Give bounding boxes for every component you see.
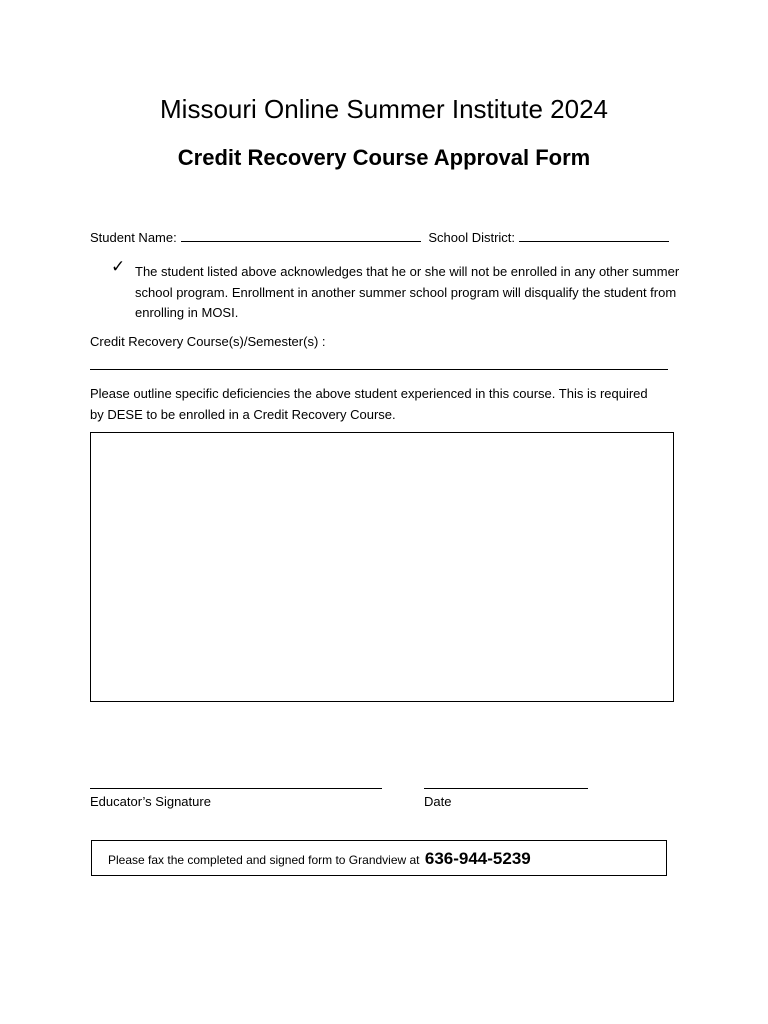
form-subtitle: Credit Recovery Course Approval Form	[177, 145, 591, 170]
fax-number: 636-944-5239	[424, 849, 531, 868]
educator-signature-field[interactable]	[90, 788, 382, 789]
course-semester-field[interactable]	[90, 369, 668, 370]
student-name-field[interactable]	[181, 229, 421, 242]
fax-instructions-text: Please fax the completed and signed form to Grandview at	[108, 853, 420, 867]
fax-instructions	[108, 849, 531, 869]
educator-signature-label: Educator’s Signature	[90, 794, 211, 809]
deficiency-instructions: Please outline specific deficiencies the above student experienced in this course. This is required by DESE to be enrolled in a Credit Recovery Course.	[90, 386, 648, 422]
deficiency-text-box[interactable]	[90, 432, 674, 702]
fax-instructions-box	[91, 840, 667, 876]
student-info-row	[90, 229, 669, 245]
credit-recovery-course-label: Credit Recovery Course(s)/Semester(s) :	[90, 334, 326, 349]
acknowledgement-text: The student listed above acknowledges that he or she will not be enrolled in any other summer school program. Enrollment in another summer school program will disqualify the student from enrolling in MOSI.	[135, 264, 680, 320]
school-district-field[interactable]	[519, 229, 669, 242]
form-title: Missouri Online Summer Institute 2024	[160, 94, 608, 124]
date-label: Date	[424, 794, 452, 809]
student-name-label: Student Name:	[90, 230, 177, 245]
checkmark-icon: ✓	[111, 257, 126, 276]
date-field[interactable]	[424, 788, 588, 789]
school-district-label: School District:	[428, 230, 516, 245]
